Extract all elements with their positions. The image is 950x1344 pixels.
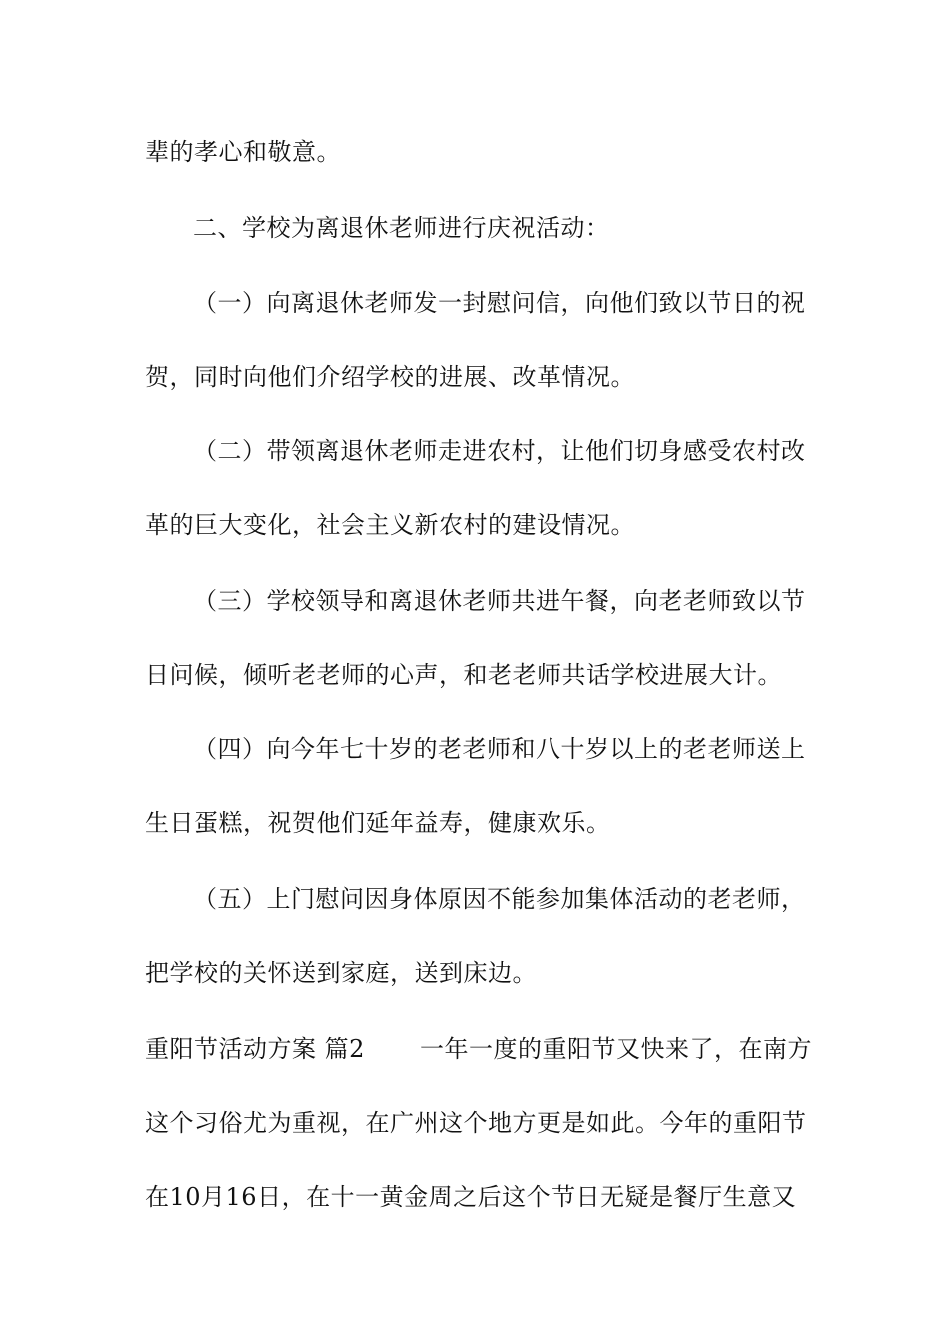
paragraph-line: （三）学校领导和离退休老师共进午餐，向老老师致以节 (193, 587, 806, 615)
paragraph-line: 把学校的关怀送到家庭，送到床边。 (145, 959, 537, 987)
paragraph-line: （五）上门慰问因身体原因不能参加集体活动的老老师， (193, 885, 806, 913)
section-title: 重阳节活动方案 篇2 (145, 1035, 365, 1063)
paragraph-line: 在10月16日，在十一黄金周之后这个节日无疑是餐厅生意又 (145, 1183, 797, 1211)
paragraph-line: （一）向离退休老师发一封慰问信，向他们致以节日的祝 (193, 289, 806, 317)
paragraph-line: 这个习俗尤为重视，在广州这个地方更是如此。今年的重阳节 (145, 1109, 807, 1137)
section-heading-line: 二、学校为离退休老师进行庆祝活动： (193, 214, 610, 242)
paragraph-line: 革的巨大变化，社会主义新农村的建设情况。 (145, 511, 635, 539)
paragraph-line (145, 1029, 825, 1069)
paragraph-line: 日问候，倾听老老师的心声，和老老师共话学校进展大计。 (145, 661, 782, 689)
paragraph-line: 生日蛋糕，祝贺他们延年益寿，健康欢乐。 (145, 809, 611, 837)
paragraph-line: （二）带领离退休老师走进农村，让他们切身感受农村改 (193, 437, 806, 465)
paragraph-line: 贺，同时向他们介绍学校的进展、改革情况。 (145, 363, 635, 391)
paragraph-line: （四）向今年七十岁的老老师和八十岁以上的老老师送上 (193, 735, 806, 763)
paragraph-text: 一年一度的重阳节又快来了，在南方 (420, 1035, 812, 1063)
paragraph-line: 辈的孝心和敬意。 (145, 138, 341, 166)
